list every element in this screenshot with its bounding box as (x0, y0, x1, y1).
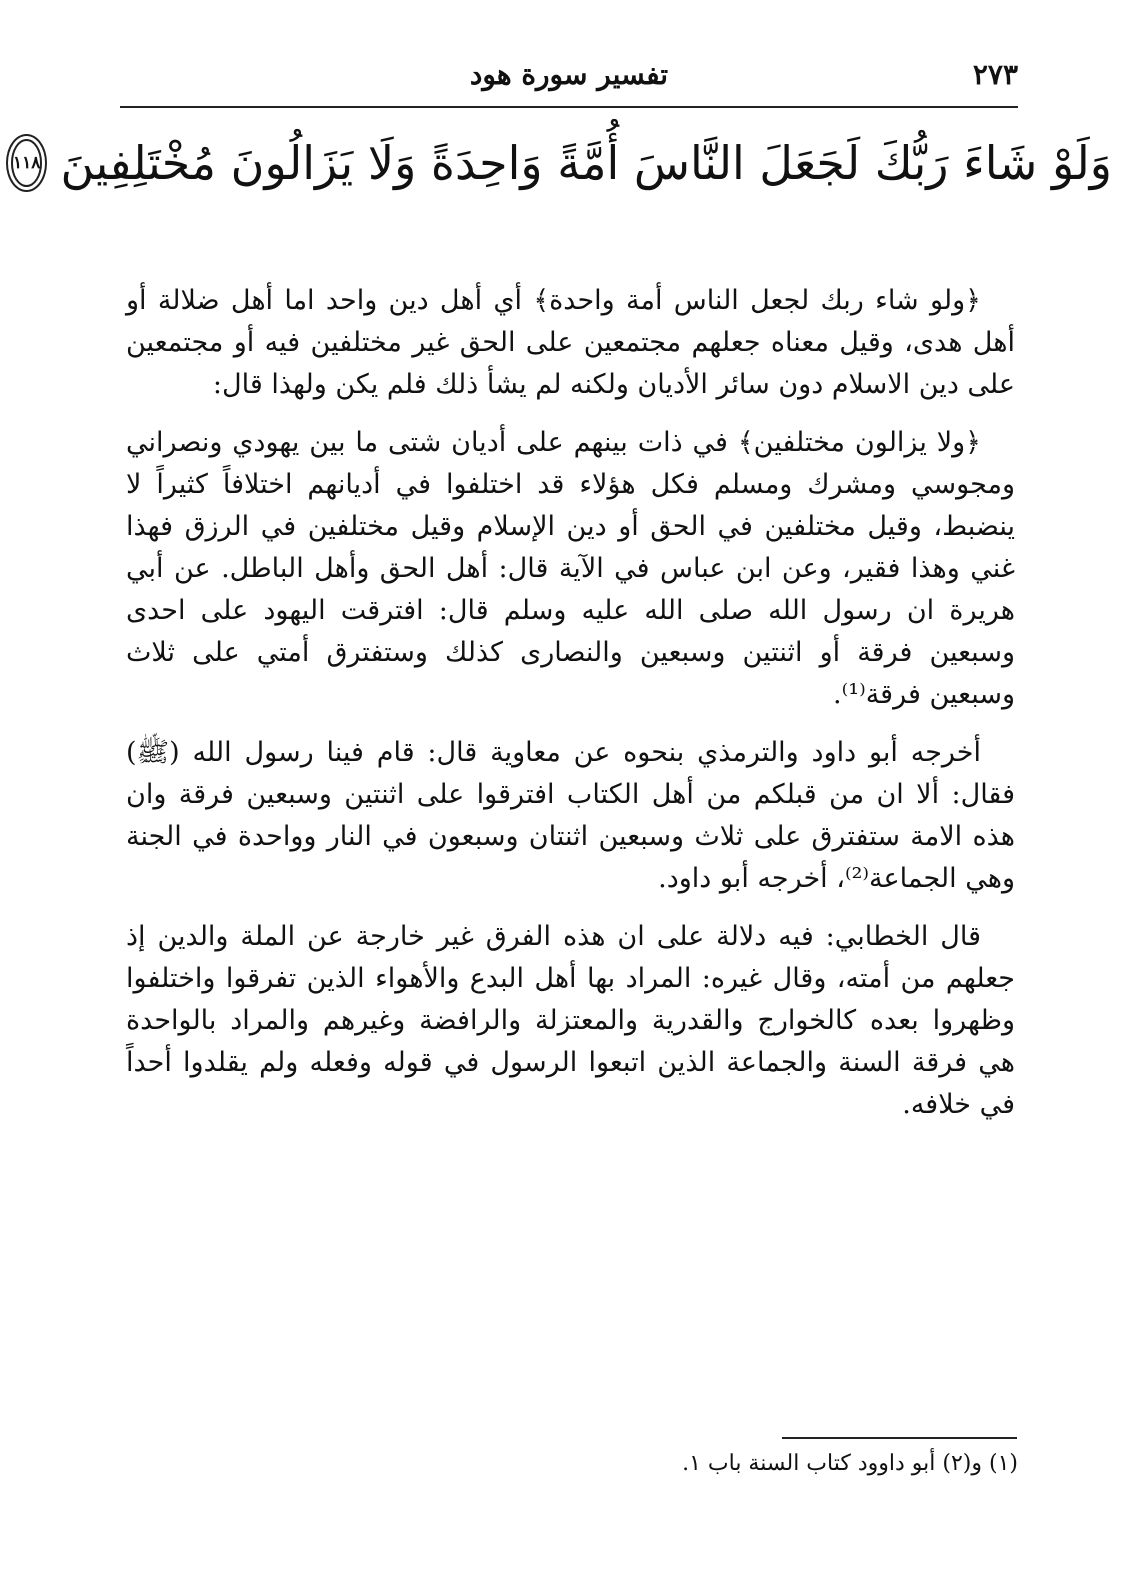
paragraph: قال الخطابي: فيه دلالة على ان هذه الفرق غير خارجة عن الملة والدين إذ جعلهم من أمته، وقال غيره: المراد بها أهل البدع والأهواء الذين تفرقوا واختلفوا وظهروا بعده كالخوارج والقدرية والمعتزلة والرافضة وغيرهم والمراد بالواحدة هي فرقة السنة والجماعة الذين اتبعوا الرسول في قوله وفعله ولم يقلدوا أحداً في خلافه. (126, 921, 1015, 1120)
commentary-body (126, 280, 1015, 1142)
paragraph: ﴿ولو شاء ربك لجعل الناس أمة واحدة﴾ أي أهل دين واحد اما أهل ضلالة أو أهل هدى، وقيل معناه جعلهم مجتمعين على الحق غير مختلفين فيه أو مجتمعين على دين الاسلام دون سائر الأديان ولكنه لم يشأ ذلك فلم يكن ولهذا قال: (126, 285, 1015, 400)
paragraph: ﴿ولا يزالون مختلفين﴾ في ذات بينهم على أديان شتى ما بين يهودي ونصراني ومجوسي ومشرك ومسلم فكل هؤلاء قد اختلفوا في أديانهم اختلافاً كثيراً لا ينضبط، وقيل مختلفين في الحق أو دين الإسلام وقيل مختلفين في الرزق فهذا غني وهذا فقير، وعن ابن عباس في الآية قال: أهل الحق وأهل الباطل. عن أبي هريرة ان رسول الله صلى الله عليه وسلم قال: افترقت اليهود على احدى وسبعين فرقة أو اثنتين وسبعين والنصارى كذلك وستفترق أمتي على ثلاث وسبعين فرقة⁽¹⁾. (126, 427, 1015, 710)
running-title: تفسير سورة هود (469, 58, 669, 91)
header-rule (120, 106, 1018, 108)
page-number: ٢٧٣ (972, 58, 1018, 91)
page-header (120, 52, 1018, 98)
footnote: (١) و(٢) أبو داوود كتاب السنة باب ١. (682, 1451, 1018, 1476)
ayah-number-marker: ١١٨ (11, 139, 42, 187)
verse-text: وَلَوْ شَاءَ رَبُّكَ لَجَعَلَ النَّاسَ أُمَّةً وَاحِدَةً وَلَا يَزَالُونَ مُخْتَلِفِينَ (60, 136, 1112, 190)
footnote-rule (782, 1437, 1017, 1439)
paragraph: أخرجه أبو داود والترمذي بنحوه عن معاوية قال: قام فينا رسول الله (ﷺ) فقال: ألا ان من قبلكم من أهل الكتاب افترقوا على اثنتين وسبعين فرقة وان هذه الامة ستفترق على ثلاث وسبعين اثنتان وسبعون في النار وواحدة في الجنة وهي الجماعة⁽²⁾، أخرجه أبو داود. (126, 737, 1015, 894)
quran-verse (13, 118, 1112, 208)
